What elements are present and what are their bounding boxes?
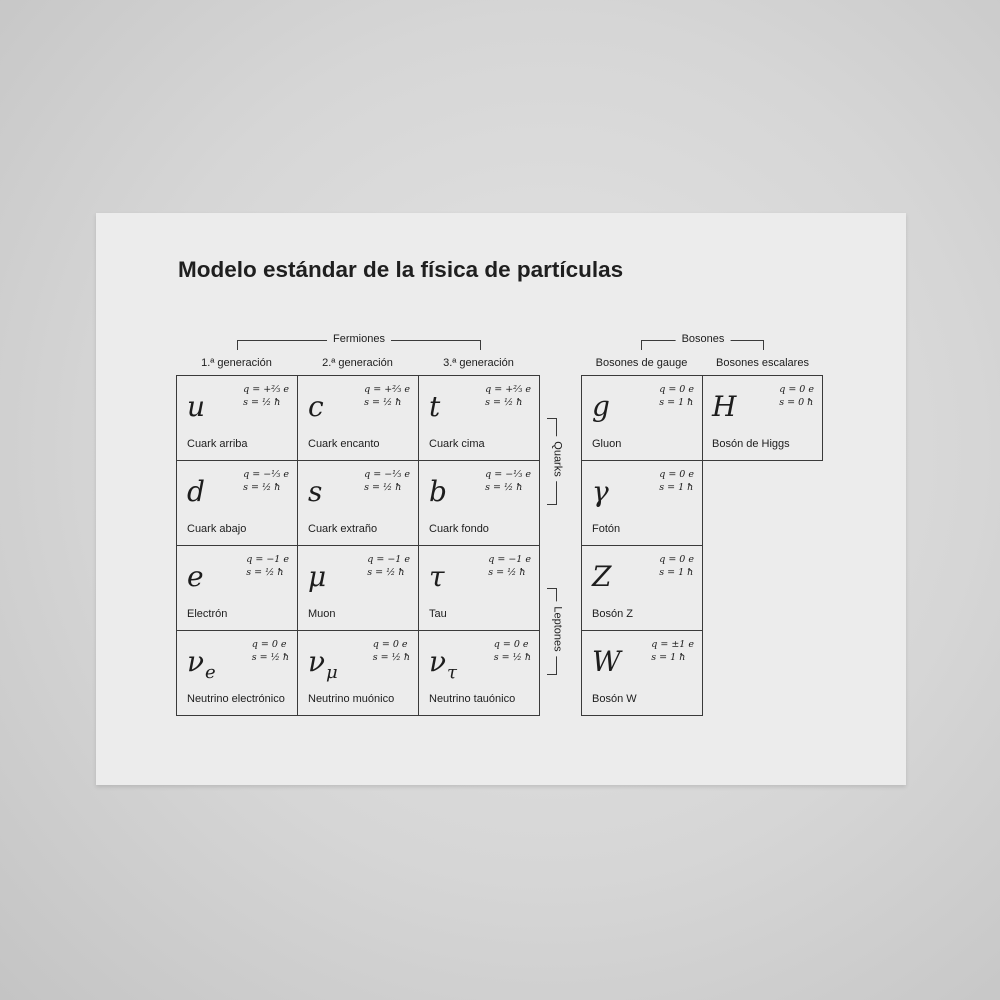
particle-cell bbox=[177, 631, 298, 716]
particle-name: Fotón bbox=[592, 523, 621, 535]
particle-properties bbox=[243, 383, 289, 409]
particle-name: Bosón W bbox=[592, 693, 637, 705]
particle-symbol bbox=[429, 475, 447, 509]
particle-cell bbox=[298, 376, 419, 461]
particle-charge: q = −1 e bbox=[246, 554, 289, 565]
particle-properties bbox=[659, 468, 694, 494]
particle-spin: s = 1 ħ bbox=[659, 482, 694, 493]
fermion-grid bbox=[176, 375, 540, 716]
particle-symbol-main: d bbox=[187, 475, 205, 508]
particle-symbol bbox=[308, 645, 338, 690]
leptons-bracket bbox=[547, 588, 564, 675]
fermions-bracket bbox=[237, 333, 481, 350]
particle-spin: s = ½ ħ bbox=[251, 652, 289, 663]
particle-spin: s = ½ ħ bbox=[364, 482, 402, 493]
particle-cell bbox=[298, 546, 419, 631]
particle-symbol bbox=[429, 645, 457, 690]
particle-charge: q = ±1 e bbox=[651, 639, 694, 650]
particle-name: Cuark extraño bbox=[308, 523, 378, 535]
particle-symbol bbox=[187, 645, 216, 690]
particle-name: Neutrino muónico bbox=[308, 693, 395, 705]
particle-symbol bbox=[187, 475, 205, 509]
particle-cell bbox=[177, 461, 298, 546]
particle-symbol-main: μ bbox=[308, 560, 327, 593]
particle-properties bbox=[488, 553, 531, 579]
particle-name: Cuark cima bbox=[429, 438, 485, 450]
particle-spin: s = ½ ħ bbox=[488, 567, 526, 578]
particle-spin: s = 0 ħ bbox=[779, 397, 814, 408]
quarks-bracket bbox=[547, 418, 564, 505]
column-header-gauge: Bosones de gauge bbox=[595, 357, 688, 369]
particle-cell bbox=[419, 546, 540, 631]
particle-symbol-main: Z bbox=[592, 560, 612, 593]
particle-spin: s = ½ ħ bbox=[246, 567, 284, 578]
particle-properties bbox=[364, 468, 410, 494]
particle-symbol bbox=[712, 390, 736, 424]
particle-charge: q = 0 e bbox=[659, 384, 694, 395]
particle-charge: q = −1 e bbox=[367, 554, 410, 565]
particle-charge: q = +⅔ e bbox=[485, 384, 531, 395]
particle-charge: q = 0 e bbox=[251, 639, 287, 650]
particle-charge: q = 0 e bbox=[372, 639, 408, 650]
particle-symbol-main: ν bbox=[187, 645, 205, 678]
particle-symbol-main: γ bbox=[592, 475, 609, 508]
particle-cell bbox=[177, 546, 298, 631]
column-header-gen3: 3.ª generación bbox=[443, 357, 514, 369]
particle-properties bbox=[367, 553, 410, 579]
particle-spin: s = ½ ħ bbox=[367, 567, 405, 578]
particle-symbol-main: W bbox=[592, 645, 621, 678]
particle-name: Electrón bbox=[187, 608, 228, 620]
particle-properties bbox=[252, 638, 289, 664]
particle-symbol-main: H bbox=[712, 390, 737, 423]
particle-symbol-subscript: μ bbox=[326, 662, 338, 683]
particle-cell bbox=[419, 631, 540, 716]
particle-symbol bbox=[592, 475, 609, 509]
quarks-label: Quarks bbox=[552, 436, 564, 481]
particle-symbol-main: g bbox=[592, 390, 610, 423]
particle-properties bbox=[659, 553, 694, 579]
particle-charge: q = 0 e bbox=[659, 554, 694, 565]
particle-name: Bosón Z bbox=[592, 608, 633, 620]
particle-symbol bbox=[308, 560, 326, 594]
particle-symbol bbox=[308, 390, 324, 424]
bosons-label: Bosones bbox=[676, 333, 731, 345]
bosons-bracket bbox=[641, 333, 764, 350]
column-header-gen2: 2.ª generación bbox=[322, 357, 393, 369]
particle-spin: s = ½ ħ bbox=[243, 482, 281, 493]
particle-properties bbox=[659, 383, 694, 409]
particle-charge: q = 0 e bbox=[659, 469, 694, 480]
particle-charge: q = 0 e bbox=[493, 639, 529, 650]
particle-spin: s = 1 ħ bbox=[659, 567, 694, 578]
particle-symbol-main: ν bbox=[308, 645, 326, 678]
particle-symbol-main: s bbox=[308, 475, 323, 508]
particle-symbol-main: ν bbox=[429, 645, 447, 678]
particle-symbol-main: b bbox=[429, 475, 447, 508]
particle-properties bbox=[246, 553, 289, 579]
particle-name: Bosón de Higgs bbox=[712, 438, 790, 450]
particle-symbol-subscript: τ bbox=[447, 662, 457, 683]
particle-cell bbox=[298, 461, 419, 546]
particle-symbol bbox=[429, 390, 440, 424]
page-title: Modelo estándar de la física de partículas bbox=[178, 257, 624, 282]
particle-cell bbox=[419, 376, 540, 461]
particle-name: Tau bbox=[429, 608, 447, 620]
particle-spin: s = 1 ħ bbox=[659, 397, 694, 408]
particle-cell bbox=[582, 631, 703, 716]
particle-name: Gluon bbox=[592, 438, 622, 450]
gauge-boson-grid bbox=[581, 375, 703, 716]
particle-symbol bbox=[187, 560, 204, 594]
particle-charge: q = −⅓ e bbox=[243, 469, 289, 480]
particle-charge: q = 0 e bbox=[779, 384, 814, 395]
particle-name: Cuark abajo bbox=[187, 523, 247, 535]
particle-name: Muon bbox=[308, 608, 336, 620]
particle-spin: s = ½ ħ bbox=[485, 482, 523, 493]
particle-symbol bbox=[308, 475, 322, 509]
particle-properties bbox=[485, 468, 531, 494]
particle-name: Cuark fondo bbox=[429, 523, 489, 535]
particle-charge: q = −⅓ e bbox=[485, 469, 531, 480]
particle-properties bbox=[243, 468, 289, 494]
particle-symbol bbox=[592, 560, 611, 594]
particle-symbol bbox=[429, 560, 445, 594]
particle-cell bbox=[177, 376, 298, 461]
leptons-label: Leptones bbox=[552, 601, 564, 656]
particle-symbol-main: τ bbox=[429, 560, 445, 593]
poster-sheet bbox=[96, 213, 906, 785]
particle-charge: q = −1 e bbox=[488, 554, 531, 565]
particle-symbol bbox=[592, 390, 610, 424]
particle-spin: s = 1 ħ bbox=[651, 652, 686, 663]
particle-name: Cuark encanto bbox=[308, 438, 380, 450]
particle-charge: q = −⅓ e bbox=[364, 469, 410, 480]
particle-cell bbox=[582, 546, 703, 631]
particle-spin: s = ½ ħ bbox=[485, 397, 523, 408]
scalar-boson-grid bbox=[702, 375, 823, 461]
particle-symbol-main: c bbox=[308, 390, 324, 423]
particle-properties bbox=[364, 383, 410, 409]
particle-spin: s = ½ ħ bbox=[243, 397, 281, 408]
fermions-label: Fermiones bbox=[327, 333, 391, 345]
particle-cell bbox=[582, 461, 703, 546]
particle-symbol-main: e bbox=[187, 560, 204, 593]
particle-symbol bbox=[187, 390, 205, 424]
particle-cell bbox=[298, 631, 419, 716]
particle-name: Cuark arriba bbox=[187, 438, 248, 450]
particle-properties bbox=[651, 638, 694, 664]
particle-spin: s = ½ ħ bbox=[372, 652, 410, 663]
particle-charge: q = +⅔ e bbox=[243, 384, 289, 395]
particle-symbol-subscript: e bbox=[205, 662, 216, 683]
particle-cell bbox=[702, 376, 823, 461]
column-header-scalar: Bosones escalares bbox=[716, 357, 809, 369]
particle-spin: s = ½ ħ bbox=[493, 652, 531, 663]
particle-properties bbox=[779, 383, 814, 409]
particle-name: Neutrino electrónico bbox=[187, 693, 285, 705]
particle-symbol-main: t bbox=[429, 390, 441, 423]
particle-cell bbox=[582, 376, 703, 461]
column-header-gen1: 1.ª generación bbox=[201, 357, 272, 369]
particle-charge: q = +⅔ e bbox=[364, 384, 410, 395]
particle-name: Neutrino tauónico bbox=[429, 693, 516, 705]
particle-symbol-main: u bbox=[187, 390, 206, 423]
particle-symbol bbox=[592, 645, 621, 679]
particle-properties bbox=[494, 638, 531, 664]
particle-cell bbox=[419, 461, 540, 546]
particle-properties bbox=[485, 383, 531, 409]
particle-spin: s = ½ ħ bbox=[364, 397, 402, 408]
particle-properties bbox=[373, 638, 410, 664]
